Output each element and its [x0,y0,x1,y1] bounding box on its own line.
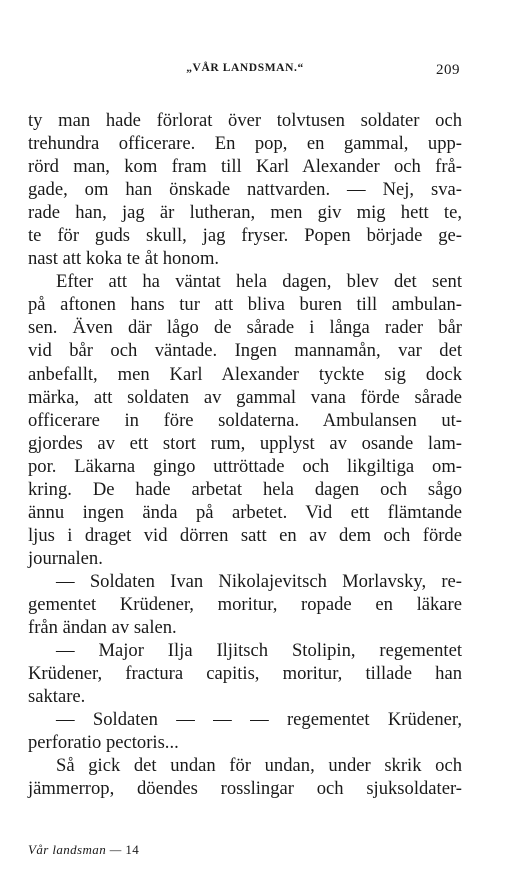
text-line: — Soldaten Ivan Nikolajevitsch Morlavsky, re- [56,570,462,592]
text-line: — Soldaten — — — regementet Krüdener, [56,709,462,731]
text-line: ännu ingen ända på arbetet. Vid ett flämtande [28,501,462,523]
text-line: trehundra officerare. En pop, en gammal, upp- [28,133,462,155]
text-line: ty man hade förlorat över tolvtusen soldater och [28,110,462,131]
signature-mark [28,842,139,858]
text-line: por. Läkarna gingo uttröttade och likgiltiga om- [28,455,462,477]
text-line: officerare in före soldaterna. Ambulansen ut- [28,409,462,431]
text-line: saktare. [28,686,86,708]
text-line: perforatio pectoris... [28,732,179,754]
text-line: gade, om han önskade nattvarden. — Nej, sva- [28,179,462,201]
text-line: gementet Krüdener, moritur, ropade en läkare [28,593,462,615]
text-line: kring. De hade arbetat hela dagen och sågo [28,478,462,500]
running-head [30,62,460,82]
text-line: — Major Ilja Iljitsch Stolipin, regementet [56,640,462,662]
signature-dash: — [109,842,122,857]
text-line: från ändan av salen. [28,617,177,639]
text-line: te för guds skull, jag fryser. Popen började ge- [28,225,462,247]
text-line: sen. Även där lågo de sårade i långa rader bår [28,317,462,339]
text-line: rörd man, kom fram till Karl Alexander och frå- [28,156,462,178]
text-line: märka, att soldaten av gammal vana förde sårade [28,386,462,408]
text-line: Så gick det undan för undan, under skrik och [56,755,462,777]
signature-title: Vår landsman [28,842,107,857]
page-number: 209 [436,62,460,78]
body-text [28,109,462,800]
text-line: nast att koka te åt honom. [28,248,220,270]
text-line: jämmerrop, döendes rosslingar och sjuksoldater- [28,778,462,800]
text-line: anbefallt, men Karl Alexander tyckte sig dock [28,363,462,385]
text-line: på aftonen hans tur att bliva buren till ambulan- [28,294,462,316]
text-line: journalen. [28,547,103,569]
text-line: vid bår och väntade. Ingen mannamån, var det [28,340,462,362]
text-line: ljus i draget vid dörren satt en av dem och förde [28,524,462,546]
text-line: rade han, jag är lutheran, men giv mig hett te, [28,202,462,224]
signature-number: 14 [125,842,140,857]
text-line: gjordes av ett stort rum, upplyst av osande lam- [28,432,462,454]
text-line: Krüdener, fractura capitis, moritur, tillade han [28,663,462,685]
text-line: Efter att ha väntat hela dagen, blev det sent [56,271,462,293]
running-title: „VÅR LANDSMAN.“ [186,62,304,74]
